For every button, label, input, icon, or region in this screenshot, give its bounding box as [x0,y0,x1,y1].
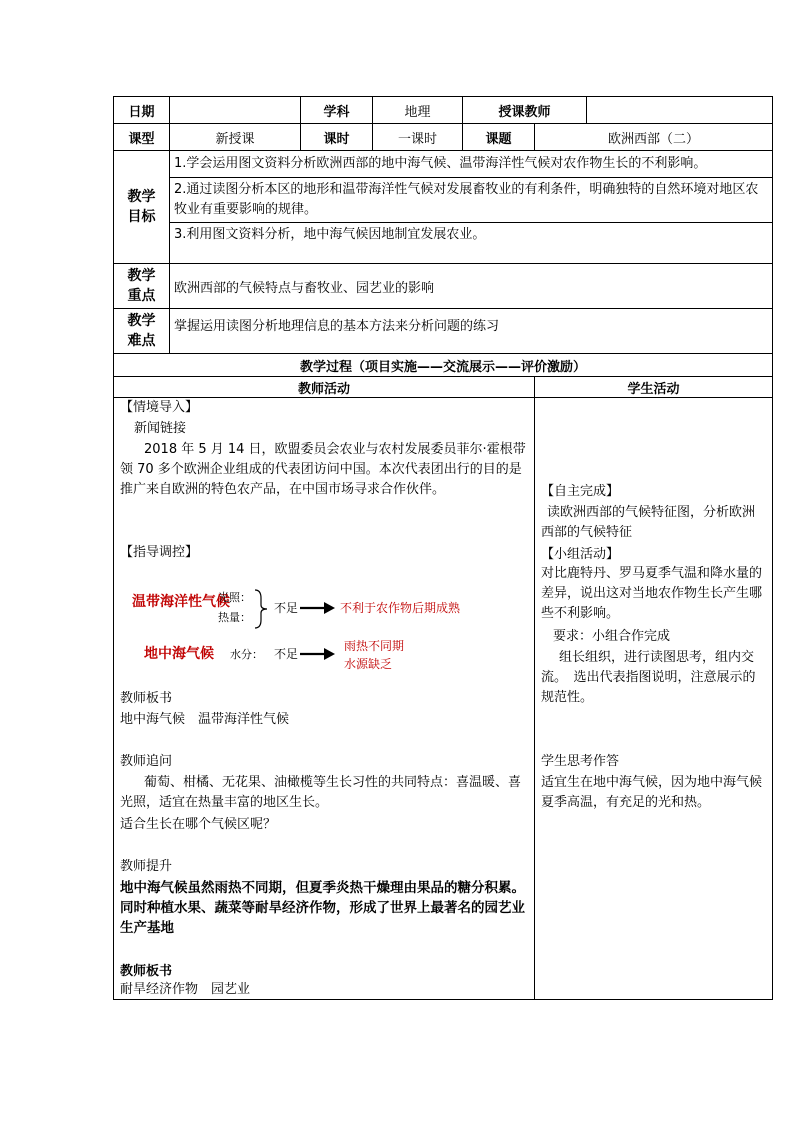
subject-label: 学科 [301,97,373,124]
board1-title: 教师板书 [120,691,173,706]
period-label: 课时 [301,124,373,151]
requirement-text: 要求：小组合作完成 [553,629,671,644]
board2-text: 耐旱经济作物 园艺业 [120,982,251,997]
activities-row [114,398,773,1000]
topic-value: 欧洲西部（二） [535,124,773,151]
raise-text: 地中海气候虽然雨热不同期，但夏季炎热干燥理由果品的糖分积累。同时种植水果、蔬菜等耐旱经济作物，形成了世界上最著名的园艺业生产基地 [120,880,525,936]
board1-text: 地中海气候 温带海洋性气候 [120,712,290,727]
subject-value: 地理 [373,97,463,124]
news-title: 新闻链接 [134,421,187,436]
climate1-label: 温带海洋性气候 [132,594,230,610]
date-value [170,97,301,124]
difficulties-row [114,309,773,354]
header-row-1 [114,97,773,124]
key-points-label: 教学重点 [114,264,170,309]
light-label: 光照： [218,591,251,604]
lack1-label: 不足 [274,601,299,615]
student-activity-cell [535,398,773,1000]
group-text: 对比鹿特丹、罗马夏季气温和降水量的差异，说出这对当地农作物生长产生哪些不利影响。 [541,566,763,621]
process-title: 教学过程（项目实施——交流展示——评价激励） [114,354,773,377]
result2-line2: 水源缺乏 [344,657,393,671]
board2-title: 教师板书 [120,964,173,979]
news-text: 2018 年 5 月 14 日，欧盟委员会农业与农村发展委员菲尔·霍根带领 70 多个欧洲企业组成的代表团访问中国。本次代表团出行的目的是推广来自欧洲的特色农产品，在中国市场寻求合作伙伴。 [120,442,526,497]
key-points-text: 欧洲西部的气候特点与畜牧业、园艺业的影响 [170,264,773,309]
ask-title: 教师追问 [120,754,173,769]
heat-label: 热量： [218,611,251,624]
topic-label: 课题 [463,124,535,151]
organize-text: 组长组织，进行读图思考，组内交流。 选出代表指图说明，注意展示的规范性。 [541,650,756,705]
type-label: 课型 [114,124,170,151]
lesson-plan-table [113,96,773,1000]
climate2-label: 地中海气候 [144,646,214,662]
teacher-label: 授课教师 [463,97,587,124]
teacher-activity-cell [114,398,535,1000]
goals-row-1 [114,151,773,178]
goals-row-3 [114,223,773,264]
think-title: 学生思考作答 [541,754,620,769]
header-row-2 [114,124,773,151]
teacher-col-header: 教师活动 [114,377,535,398]
goal-item-1: 1.学会运用图文资料分析欧洲西部的地中海气候、温带海洋性气候对农作物生长的不利影响。 [170,151,773,178]
lack2-label: 不足 [274,647,299,661]
column-header-row [114,377,773,398]
ask-text: 葡萄、柑橘、无花果、油橄榄等生长习性的共同特点：喜温暖、喜光照，适宜在热量丰富的地区生长。 [120,775,522,810]
group-title: 【小组活动】 [541,547,620,562]
goals-label: 教学目标 [114,151,170,264]
self-title: 【自主完成】 [541,484,620,499]
water-label: 水分： [230,648,263,661]
brace-icon [252,588,272,630]
type-value: 新授课 [170,124,301,151]
result1-label: 不利于农作物后期成熟 [340,601,461,615]
result2-line1: 雨热不同期 [344,639,405,653]
date-label: 日期 [114,97,170,124]
ask-question: 适合生长在哪个气候区呢？ [120,817,277,832]
teacher-value [587,97,773,124]
guide-title: 【指导调控】 [120,545,199,560]
self-text: 读欧洲西部的气候特征图，分析欧洲西部的气候特征 [541,505,756,540]
intro-title: 【情境导入】 [120,400,199,415]
raise-title: 教师提升 [120,859,173,874]
arrow2-icon [300,647,336,661]
goal-item-3: 3.利用图文资料分析，地中海气候因地制宜发展农业。 [170,223,773,264]
student-col-header: 学生活动 [535,377,773,398]
goal-item-2: 2.通过读图分析本区的地形和温带海洋性气候对发展畜牧业的有利条件，明确独特的自然环境对地区农牧业有重要影响的规律。 [170,178,773,223]
process-title-row [114,354,773,377]
period-value: 一课时 [373,124,463,151]
difficulties-text: 掌握运用读图分析地理信息的基本方法来分析问题的练习 [170,309,773,354]
key-points-row [114,264,773,309]
think-text: 适宜生在地中海气候，因为地中海气候夏季高温，有充足的光和热。 [541,775,763,810]
goals-row-2 [114,178,773,223]
arrow1-icon [300,601,336,615]
climate-diagram [124,584,524,684]
difficulties-label: 教学难点 [114,309,170,354]
